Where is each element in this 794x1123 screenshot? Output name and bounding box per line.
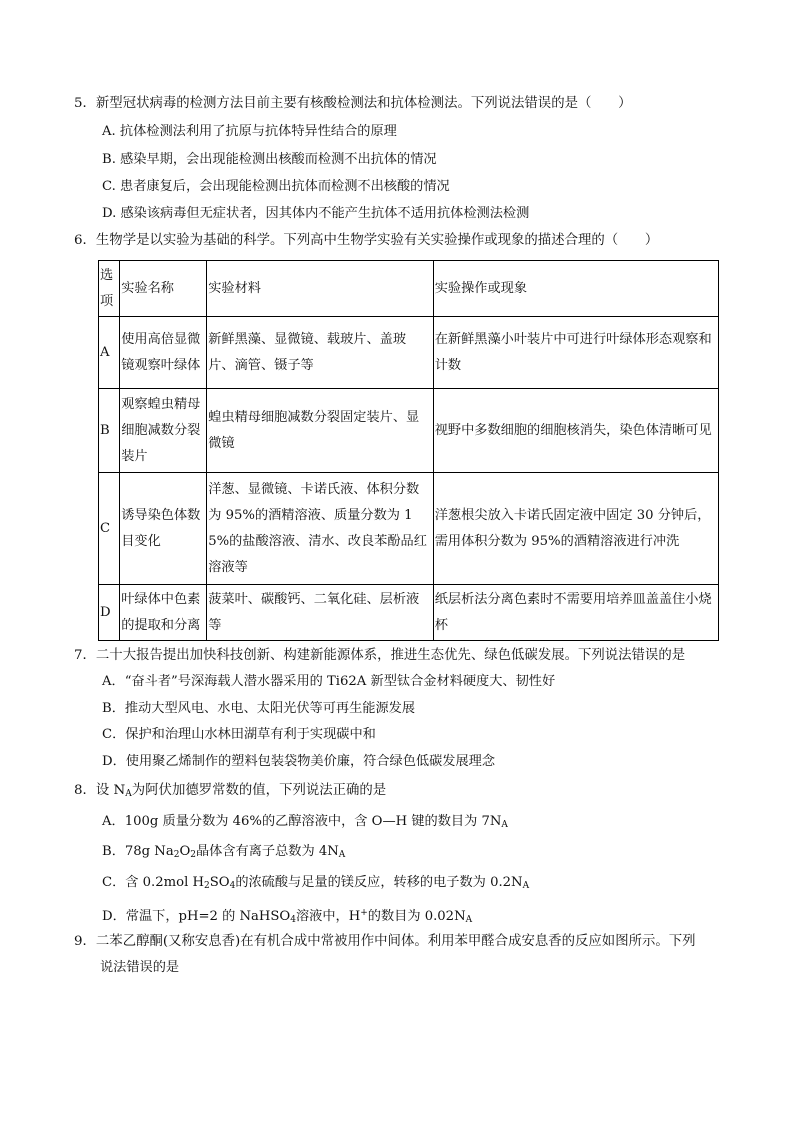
q5-option-b: B. 感染早期，会出现能检测出核酸而检测不出抗体的情况 [102, 152, 437, 167]
q8-stem-text: 8．设 N [74, 783, 126, 798]
q9-stem-line2: 说法错误的是 [100, 960, 180, 975]
row-label: B [99, 389, 120, 473]
header-experiment-name: 实验名称 [120, 261, 207, 317]
q8-d-sup: + [360, 908, 368, 918]
table-row [99, 317, 719, 389]
cell-experiment-name: 观察蝗虫精母细胞减数分裂装片 [120, 389, 207, 473]
q5-option-a: A. 抗体检测法利用了抗原与抗体特异性结合的原理 [102, 124, 397, 139]
cell-materials: 洋葱、显微镜、卡诺氏液、体积分数为 95%的酒精溶液、质量分数为 15%的盐酸溶液、清水、改良苯酚品红溶液等 [207, 473, 434, 585]
q8-b-text-1: B．78g Na [102, 844, 174, 859]
q8-option-d [102, 903, 472, 930]
q8-d-sub-1: 4 [290, 915, 296, 925]
q8-a-sub: A [501, 820, 508, 830]
q7-option-a: A．“奋斗者”号深海载人潜水器采用的 Ti62A 新型钛合金材料硬度大、韧性好 [102, 674, 556, 689]
cell-materials: 新鲜黑藻、显微镜、载玻片、盖玻片、滴管、镊子等 [207, 317, 434, 389]
q8-stem [74, 781, 386, 804]
q8-c-text-1: C．含 0.2mol H [102, 875, 204, 890]
header-option: 选项 [99, 261, 120, 317]
q8-d-sub-3: A [465, 915, 473, 925]
q8-c-sub-1: 2 [203, 881, 210, 891]
table-header-row [99, 261, 719, 317]
cell-operation: 洋葱根尖放入卡诺氏固定液中固定 30 分钟后，需用体积分数为 95%的酒精溶液进行冲洗 [433, 473, 718, 585]
q8-c-sub-2: 4 [229, 881, 236, 891]
q8-b-sub-1: 2 [173, 850, 180, 860]
q5-option-c: C. 患者康复后，会出现能检测出抗体而检测不出核酸的情况 [102, 179, 450, 194]
q8-d-text-2: 溶液中，H [295, 909, 361, 924]
q8-b-sub-3: A [338, 850, 346, 860]
q7-option-d: D．使用聚乙烯制作的塑料包装袋物美价廉，符合绿色低碳发展理念 [102, 754, 496, 769]
q8-option-b [102, 842, 345, 865]
row-label: A [99, 317, 120, 389]
q8-b-text-2: O [179, 844, 191, 859]
q8-d-text-1: D．常温下，pH=2 的 NaHSO [102, 909, 291, 924]
table-row [99, 473, 719, 585]
q8-b-text-3: 晶体含有离子总数为 4N [195, 844, 339, 859]
q8-a-text: A．100g 质量分数为 46%的乙醇溶液中，含 O—H 键的数目为 7N [102, 814, 502, 829]
cell-experiment-name: 叶绿体中色素的提取和分离 [120, 585, 207, 641]
table-row [99, 585, 719, 641]
cell-experiment-name: 诱导染色体数目变化 [120, 473, 207, 585]
cell-operation: 纸层析法分离色素时不需要用培养皿盖盖住小烧杯 [433, 585, 718, 641]
row-label: C [99, 473, 120, 585]
q8-c-sub-3: A [522, 881, 530, 891]
q7-stem: 7．二十大报告提出加快科技创新、构建新能源体系，推进生态优先、绿色低碳发展。下列说法错误的是 [74, 648, 686, 663]
q8-option-a [102, 812, 508, 835]
q7-option-b: B．推动大型风电、水电、太阳光伏等可再生能源发展 [102, 701, 416, 716]
q5-stem: 5．新型冠状病毒的检测方法目前主要有核酸检测法和抗体检测法。下列说法错误的是（ ） [74, 96, 632, 111]
q5-option-d: D. 感染该病毒但无症状者，因其体内不能产生抗体不适用抗体检测法检测 [102, 206, 530, 221]
row-label: D [99, 585, 120, 641]
q6-experiment-table [98, 260, 719, 641]
cell-experiment-name: 使用高倍显微镜观察叶绿体 [120, 317, 207, 389]
q7-option-c: C．保护和治理山水林田湖草有利于实现碳中和 [102, 727, 376, 742]
cell-operation: 视野中多数细胞的细胞核消失，染色体清晰可见 [433, 389, 718, 473]
cell-operation: 在新鲜黑藻小叶装片中可进行叶绿体形态观察和计数 [433, 317, 718, 389]
q8-c-text-2: SO [209, 875, 230, 890]
q9-stem-line1: 9．二苯乙醇酮(又称安息香)在有机合成中常被用作中间体。利用苯甲醛合成安息香的反应如图所示。下列 [74, 934, 696, 949]
q8-stem-subscript: A [125, 789, 132, 799]
header-materials: 实验材料 [207, 261, 434, 317]
q8-stem-text-rest: 为阿伏加德罗常数的值，下列说法正确的是 [131, 783, 387, 798]
cell-materials: 菠菜叶、碳酸钙、二氧化硅、层析液等 [207, 585, 434, 641]
q8-d-text-3: 的数目为 0.02N [367, 909, 466, 924]
q8-c-text-3: 的浓硫酸与足量的镁反应，转移的电子数为 0.2N [235, 875, 523, 890]
q8-option-c [102, 873, 529, 896]
q6-stem: 6．生物学是以实验为基础的科学。下列高中生物学实验有关实验操作或现象的描述合理的（ ） [74, 233, 659, 248]
cell-materials: 蝗虫精母细胞减数分裂固定装片、显微镜 [207, 389, 434, 473]
header-operation: 实验操作或现象 [433, 261, 718, 317]
table-row [99, 389, 719, 473]
q8-b-sub-2: 2 [190, 850, 196, 860]
